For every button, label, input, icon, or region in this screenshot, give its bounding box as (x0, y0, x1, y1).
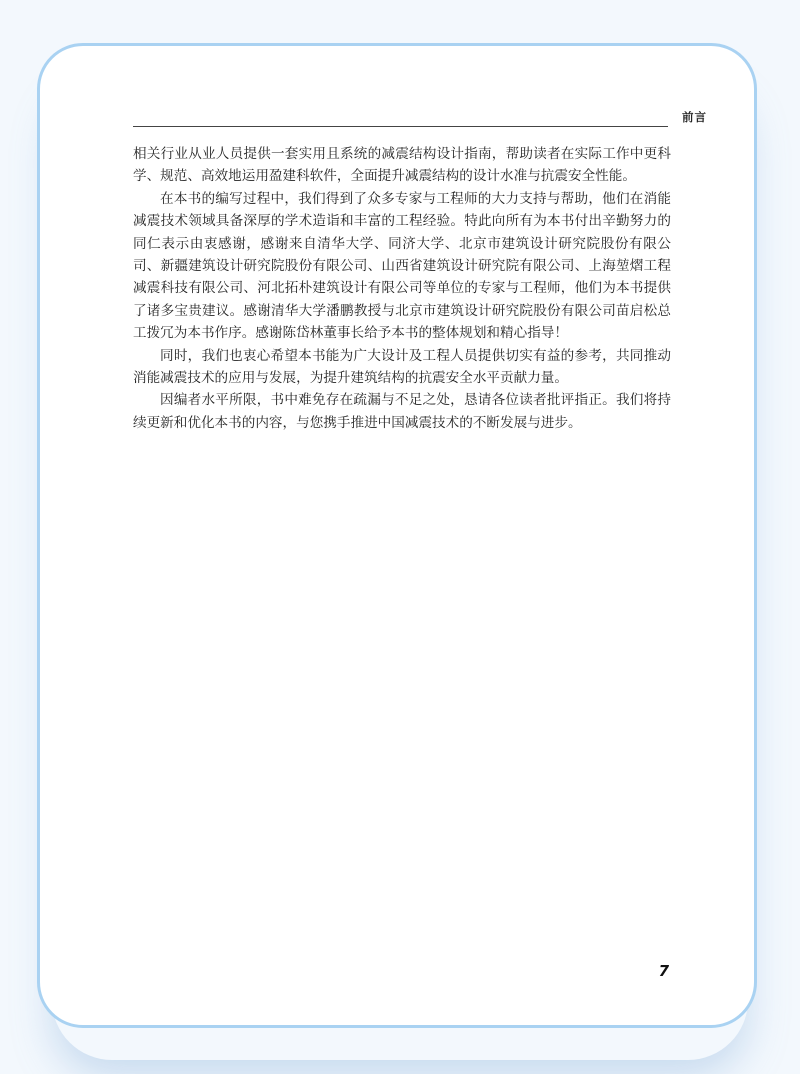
paragraph-1: 相关行业从业人员提供一套实用且系统的减震结构设计指南，帮助读者在实际工作中更科学、规范、高效地运用盈建科软件，全面提升减震结构的设计水准与抗震安全性能。 (133, 146, 671, 185)
paragraph-3: 同时，我们也衷心希望本书能为广大设计及工程人员提供切实有益的参考，共同推动消能减震技术的应用与发展，为提升建筑结构的抗震安全水平贡献力量。 (133, 347, 671, 387)
page-number: 7 (658, 962, 669, 980)
paragraph-4: 因编者水平所限，书中难免存在疏漏与不足之处，恳请各位读者批评指正。我们将持续更新和优化本书的内容，与您携手推进中国减震技术的不断发展与进步。 (133, 392, 671, 431)
paragraph-2: 在本书的编写过程中，我们得到了众多专家与工程师的大力支持与帮助，他们在消能减震技术领域具备深厚的学术造诣和丰富的工程经验。特此向所有为本书付出辛勤努力的同仁表示由衷感谢，感谢来自清华大学、同济大学、北京市建筑设计研究院股份有限公司、新疆建筑设计研究院股份有限公司、山西省建筑设计研究院有限公司、上海堃熠工程减震科技有限公司、河北拓朴建筑设计有限公司等单位的专家与工程师，他们为本书提供了诸多宝贵建议。感谢清华大学潘鹏教授与北京市建筑设计研究院股份有限公司苗启松总工拨冗为本书作序。感谢陈岱林董事长给予本书的整体规划和精心指导！ (133, 190, 671, 342)
body-text (133, 143, 671, 434)
running-header-section: 前言 (682, 110, 707, 124)
header-rule (133, 126, 668, 127)
